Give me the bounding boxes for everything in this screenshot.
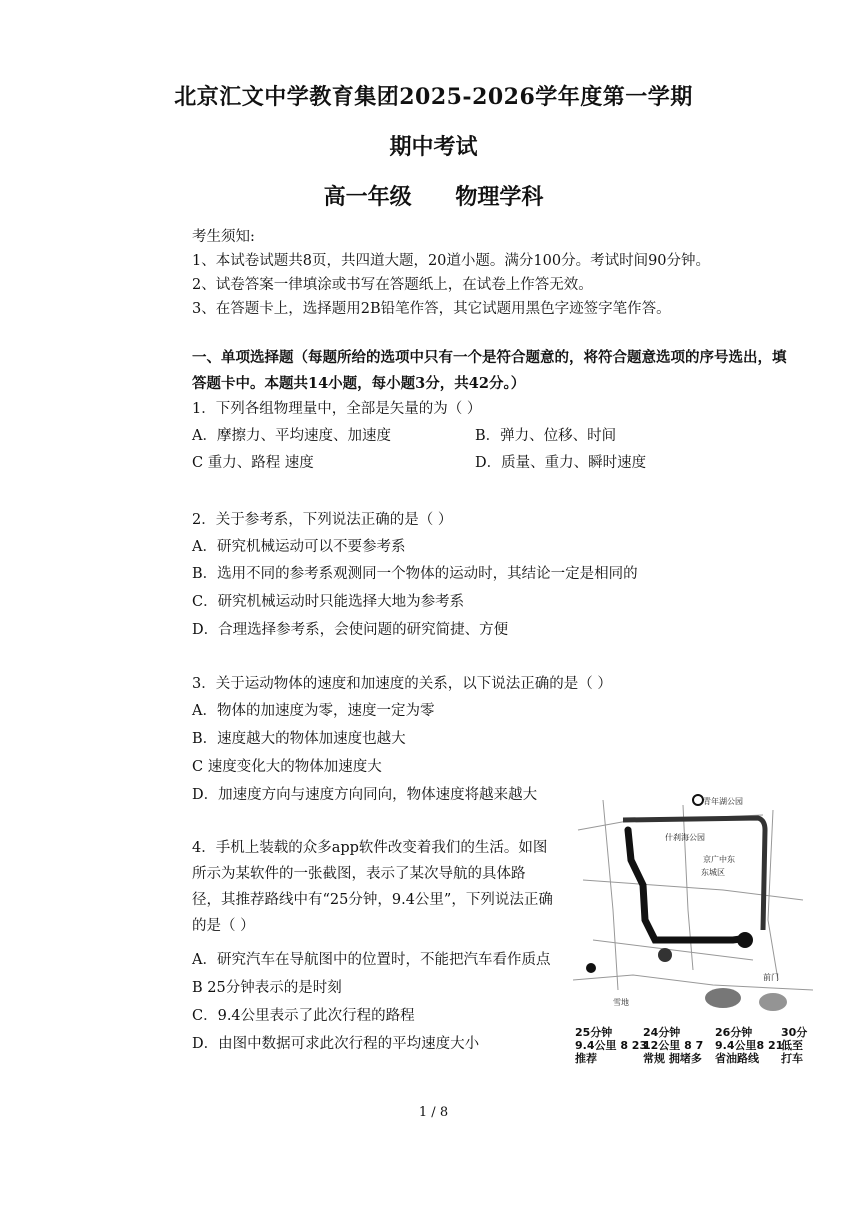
route-2-time: 24分钟 (643, 1026, 681, 1039)
map-label-3: 京广中东 (703, 855, 735, 864)
map-label-1: 什刹海公园 (665, 833, 705, 842)
notice-heading: 考生须知: (192, 229, 255, 245)
exam-subtitle: 期中考试 (389, 134, 478, 160)
question-3-option-c: C 速度变化大的物体加速度大 (192, 759, 382, 775)
question-4-option-d: D．由图中数据可求此次行程的平均速度大小 (192, 1036, 480, 1052)
destination-marker (737, 932, 753, 948)
route-4-detail: 低至 (781, 1039, 803, 1052)
park-area (705, 988, 741, 1008)
grade-label: 高一年级 (323, 184, 412, 210)
route-1-detail: 9.4公里 8 23 (575, 1039, 648, 1052)
question-3-option-d: D．加速度方向与速度方向同向，物体速度将越来越大 (192, 787, 538, 803)
notice-item-1: 1、本试卷试题共8页，共四道大题，20道小题。满分100分。考试时间90分钟。 (192, 253, 711, 269)
route-3-time: 26分钟 (715, 1026, 753, 1039)
map-label-5: 雪地 (613, 998, 629, 1007)
navigation-map-figure (573, 790, 817, 1068)
question-1-stem: 1．下列各组物理量中，全部是矢量的为（ ） (192, 401, 482, 417)
section-heading-line1: 一、单项选择题（每题所给的选项中只有一个是符合题意的，将符合题意选项的序号选出，填 (192, 349, 787, 366)
map-label-0: 青年湖公园 (703, 797, 743, 806)
question-2-option-b: B．选用不同的参考系观测同一个物体的运动时，其结论一定是相同的 (192, 566, 638, 582)
notice-item-2: 2、试卷答案一律填涂或书写在答题纸上，在试卷上作答无效。 (192, 277, 593, 293)
route-3-detail: 9.4公里8 21 (715, 1039, 784, 1052)
route-2-detail: 12公里 8 7 (643, 1039, 704, 1052)
page-number: 1 / 8 (418, 1105, 449, 1120)
route-3-tag: 省油路线 (715, 1052, 759, 1065)
navigation-map-svg (573, 790, 817, 1068)
question-1-option-c: C 重力、路程 速度 (192, 455, 314, 471)
question-2-option-a: A．研究机械运动可以不要参考系 (192, 539, 406, 555)
question-2-option-c: C．研究机械运动时只能选择大地为参考系 (192, 594, 465, 610)
route-4-time: 30分 (781, 1026, 808, 1039)
location-icon (586, 963, 596, 973)
question-2-option-d: D．合理选择参考系，会使问题的研究简捷、方便 (192, 622, 509, 638)
question-3-option-b: B．速度越大的物体加速度也越大 (192, 731, 406, 747)
route-2-tag: 常规 拥堵多 (643, 1052, 702, 1065)
question-3-option-a: A．物体的加速度为零，速度一定为零 (192, 703, 435, 719)
question-1-option-b: B．弹力、位移、时间 (475, 428, 617, 444)
question-1-option-a: A．摩擦力、平均速度、加速度 (192, 428, 391, 444)
poi-icon (658, 948, 672, 962)
grade-subject (0, 180, 867, 211)
map-label-4: 前门 (763, 973, 779, 982)
question-4-option-a: A．研究汽车在导航图中的位置时，不能把汽车看作质点 (192, 952, 551, 968)
question-1-option-d: D．质量、重力、瞬时速度 (475, 455, 647, 471)
question-3-stem: 3．关于运动物体的速度和加速度的关系，以下说法正确的是（ ） (192, 676, 612, 692)
question-4-stem: 4．手机上装载的众多app软件改变着我们的生活。如图所示为某软件的一张截图，表示了某次导航的具体路径，其推荐路线中有“25分钟，9.4公里”，下列说法正确的是（ ） (192, 840, 553, 934)
subject-label: 物理学科 (455, 184, 544, 210)
question-4-option-c: C．9.4公里表示了此次行程的路程 (192, 1008, 415, 1024)
map-label-2: 东城区 (701, 868, 725, 877)
route-1-time: 25分钟 (575, 1026, 613, 1039)
route-1-tag: 推荐 (575, 1052, 597, 1065)
notice-item-3: 3、在答题卡上，选择题用2B铅笔作答，其它试题用黑色字迹签字笔作答。 (192, 301, 671, 317)
section-heading-line2: 答题卡中。本题共14小题，每小题3分，共42分。） (192, 375, 526, 392)
route-4-tag: 打车 (781, 1052, 803, 1065)
question-2-stem: 2．关于参考系，下列说法正确的是（ ） (192, 512, 453, 528)
exam-title: 北京汇文中学教育集团2025-2026学年度第一学期 (174, 84, 693, 110)
park-area-2 (759, 993, 787, 1011)
question-4-option-b: B 25分钟表示的是时刻 (192, 980, 342, 996)
